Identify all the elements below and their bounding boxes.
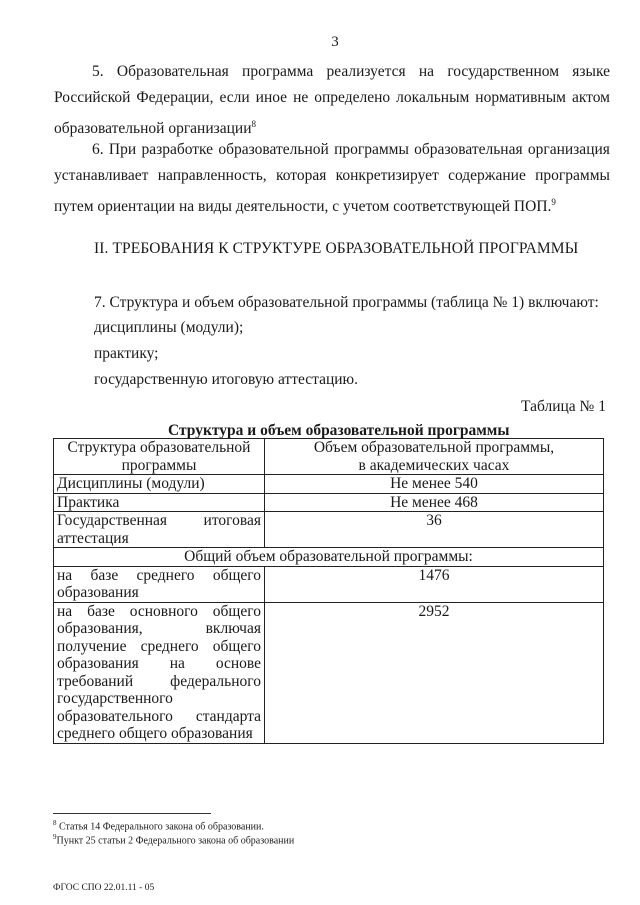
row-value: Не менее 468 (265, 493, 604, 512)
footnote-8: $^8$ Статья 14 Федерального закона об образовании. (53, 819, 264, 833)
paragraph-6 (54, 137, 610, 220)
list-item: государственную итоговую аттестацию. (94, 371, 359, 388)
header-volume: Объем образовательной программы, в академических часах (265, 439, 604, 475)
section-title: II. ТРЕБОВАНИЯ К СТРУКТУРЕ ОБРАЗОВАТЕЛЬНОЙ ПРОГРАММЫ (94, 240, 579, 257)
row-value: Не менее 540 (265, 475, 604, 494)
row-value: 36 (265, 512, 604, 548)
footnote-ref-9[interactable]: 9 (551, 197, 556, 207)
row-value: 2952 (265, 602, 604, 743)
list-item: дисциплины (модули); (94, 319, 244, 336)
list-intro: 7. Структура и объем образовательной программы (таблица № 1) включают: (94, 294, 599, 311)
row-label: Практика (54, 493, 265, 512)
document-code: ФГОС СПО 22.01.11 - 05 (53, 883, 155, 893)
row-value: 1476 (265, 566, 604, 602)
table-label: Таблица № 1 (521, 398, 606, 415)
page-number: 3 (331, 34, 339, 50)
paragraph-5-line-3: образовательной организации$^8$ (54, 119, 257, 138)
row-label: Дисциплины (модули) (54, 475, 265, 494)
total-header: Общий объем образовательной программы: (54, 548, 604, 567)
paragraph-6-line-2: устанавливает направленность, которая конкретизирует содержание программы (54, 167, 610, 184)
table-row (54, 493, 604, 512)
paragraph-5-line-1: 5. Образовательная программа реализуется на государственном языке (92, 63, 610, 80)
footnote-9: $^9$Пункт 25 статьи 2 Федерального закона об образовании (53, 833, 295, 847)
paragraph-5 (54, 59, 610, 142)
header-structure: Структура образовательной программы (54, 439, 265, 475)
table-row (54, 475, 604, 494)
table-caption: Структура и объем образовательной программы (168, 422, 510, 439)
footnote-divider (53, 813, 211, 814)
paragraph-6-line-1: 6. При разработке образовательной программы образовательная организация (92, 141, 610, 158)
table-total-header-row (54, 548, 604, 567)
structure-table (53, 438, 604, 744)
row-label: на базе среднего общего образования (54, 566, 265, 602)
paragraph-5-line-2: Российской Федерации, если иное не определено локальным нормативным актом (54, 89, 610, 106)
table-row (54, 602, 604, 743)
table-row (54, 512, 604, 548)
row-label: на базе основного общего образования, включая получение среднего общего образования на основе требований федерального государственного образовательного стандарта среднего общего образования (54, 602, 265, 743)
list-item: практику; (94, 345, 159, 362)
row-label: Государственная итоговая аттестация (54, 512, 265, 548)
paragraph-6-line-3: путем ориентации на виды деятельности, с учетом соответствующей ПОП.$^9$ (54, 197, 556, 216)
table-header-row (54, 439, 604, 475)
table-row (54, 566, 604, 602)
footnote-ref-8[interactable]: 8 (251, 119, 257, 129)
